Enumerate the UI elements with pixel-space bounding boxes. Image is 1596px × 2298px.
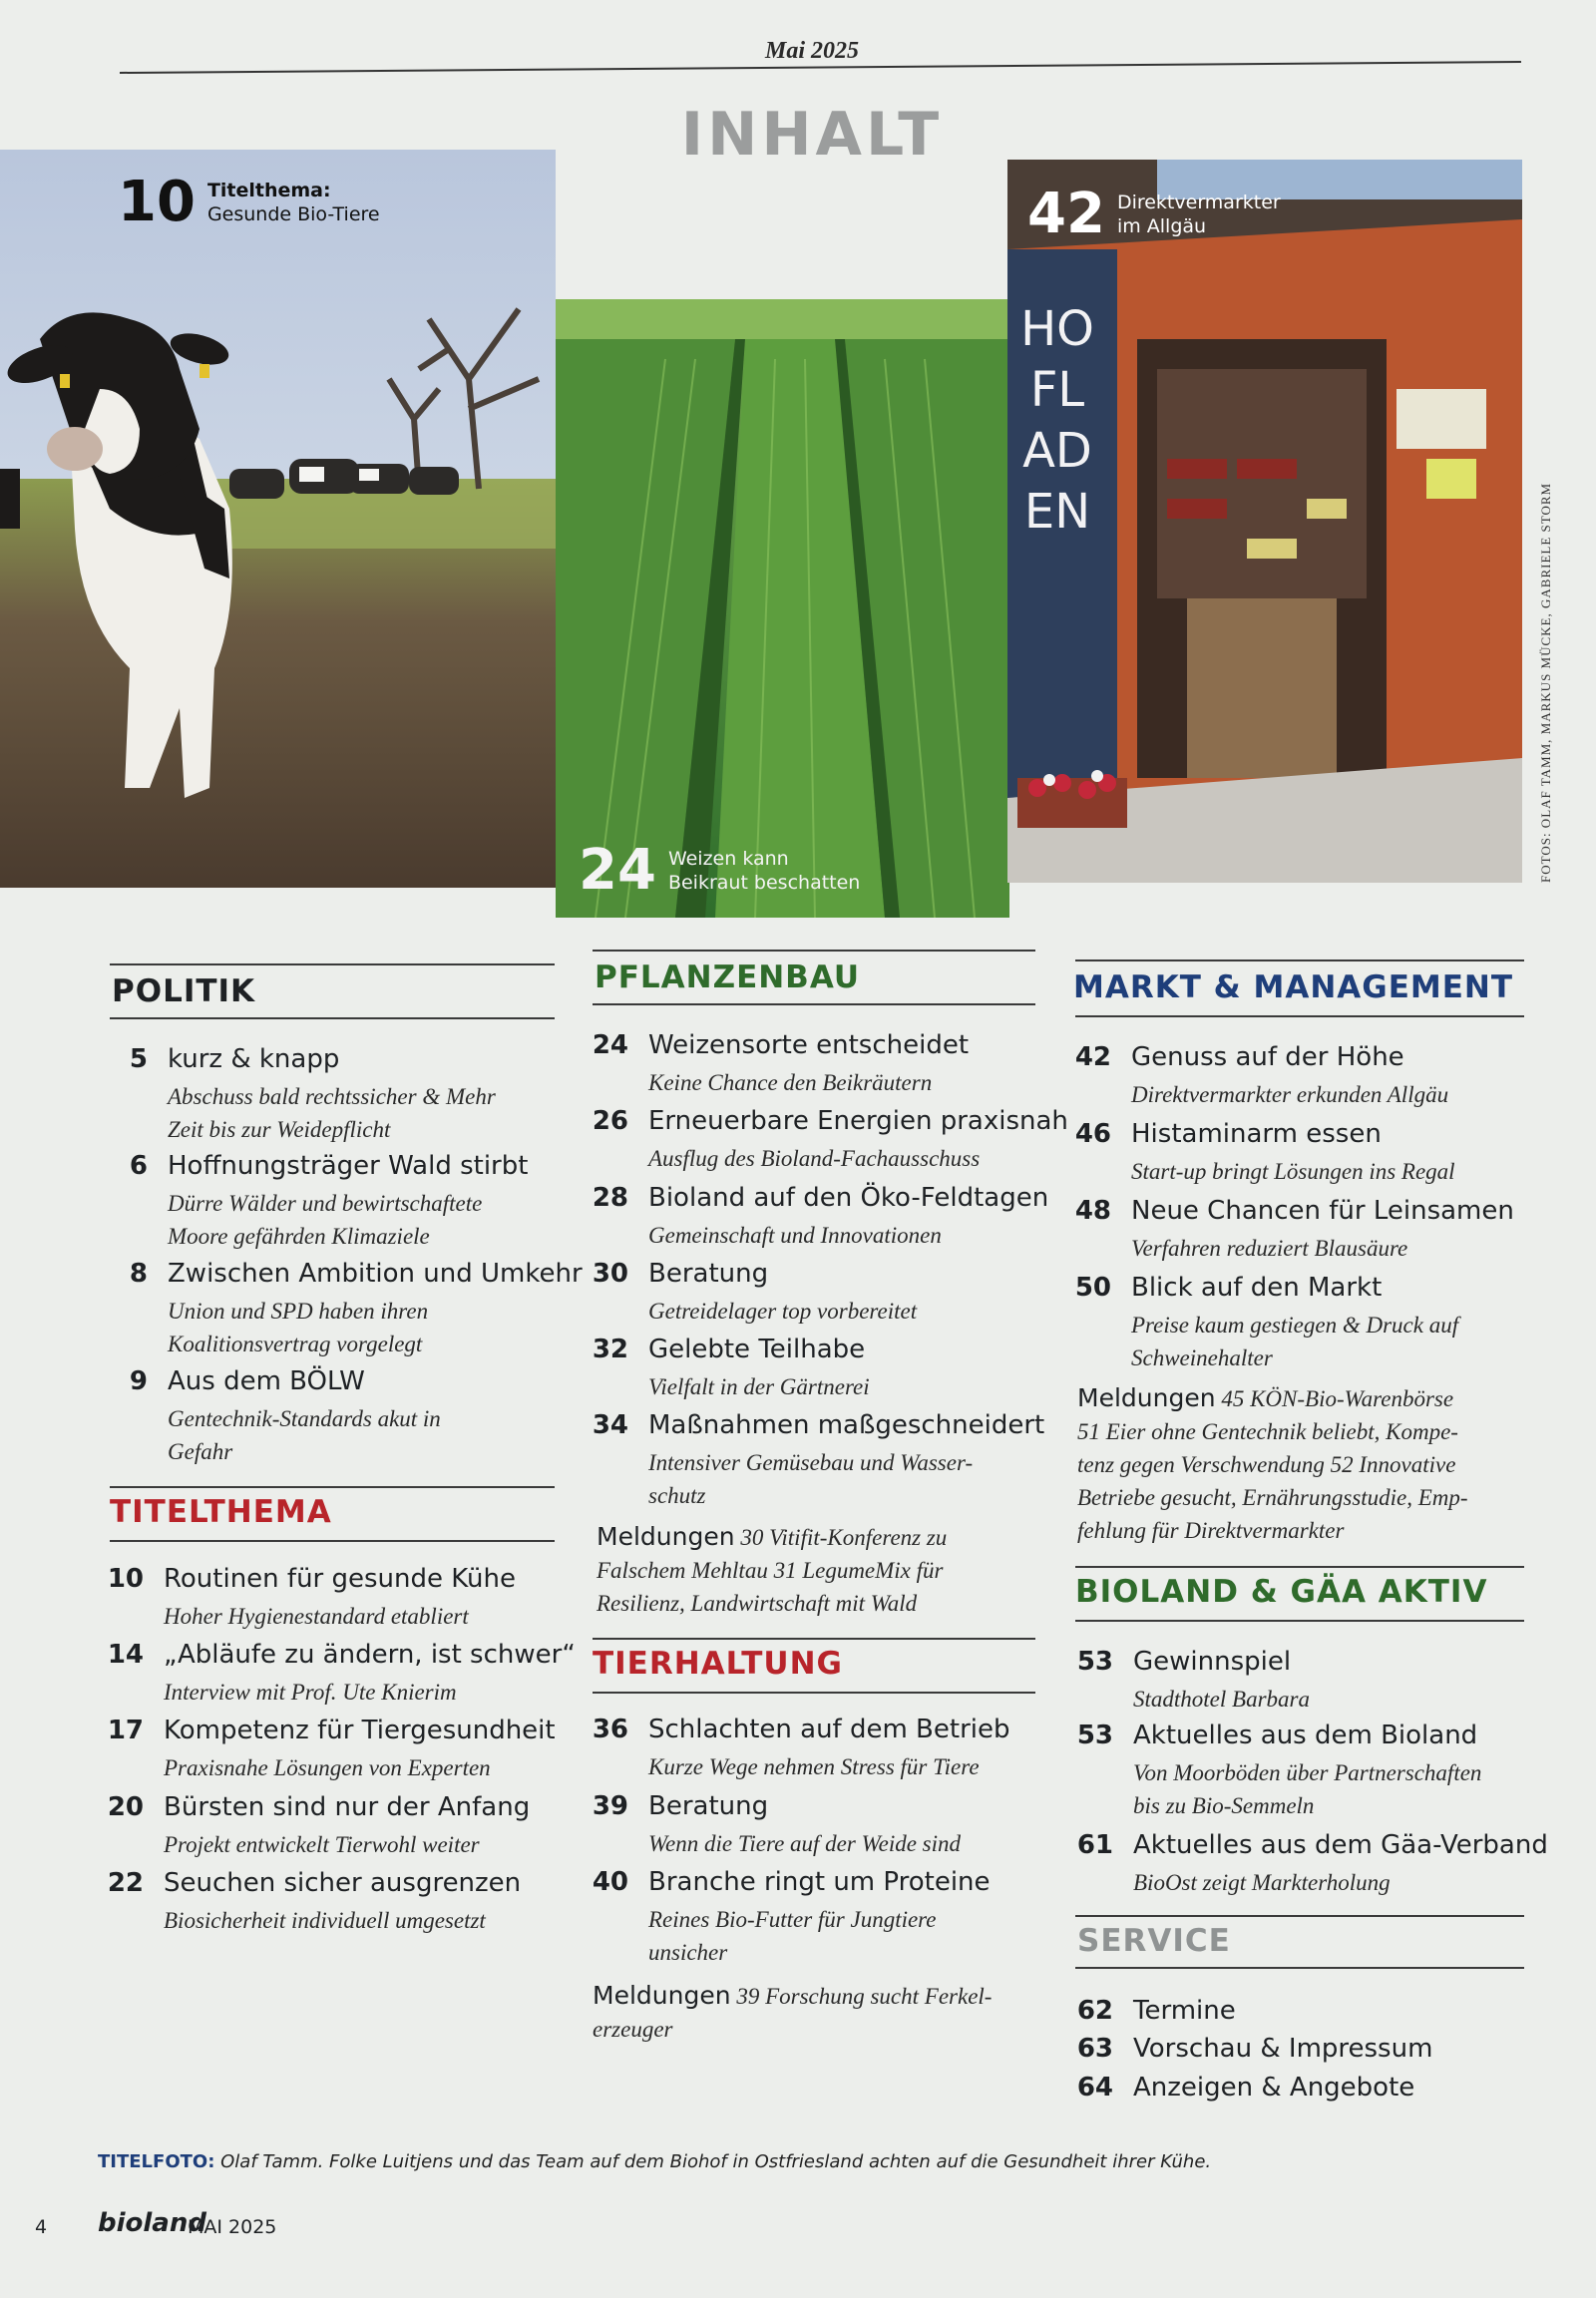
photo-credit: FOTOS: OLAF TAMM, MARKUS MÜCKE, GABRIELE STORM xyxy=(1538,482,1553,883)
toc-title: Blick auf den Markt xyxy=(1131,1273,1383,1303)
toc-subtitle: Reines Bio-Futter für Jungtiere unsicher xyxy=(648,1907,937,1965)
meldungen-line: Betriebe gesucht, Ernährungsstudie, Emp- xyxy=(1077,1485,1468,1510)
caption-cows xyxy=(118,170,380,234)
bioland-rule-top xyxy=(1075,1566,1524,1568)
markt-rule-top xyxy=(1075,959,1524,961)
toc-title: Beratung xyxy=(648,1791,769,1821)
toc-page: 5 xyxy=(129,1044,148,1074)
toc-title: Neue Chancen für Leinsamen xyxy=(1131,1196,1514,1226)
toc-title: Kompetenz für Tiergesundheit xyxy=(164,1716,556,1745)
toc-title: Histaminarm essen xyxy=(1131,1119,1382,1149)
meldungen-line: tenz gegen Verschwendung 52 Innovative xyxy=(1077,1452,1456,1477)
politik-rule-bottom xyxy=(110,1017,555,1019)
toc-title: Anzeigen & Angebote xyxy=(1133,2073,1415,2103)
page-number: 4 xyxy=(35,2216,48,2238)
toc-page: 64 xyxy=(1076,2073,1113,2103)
toc-page: 24 xyxy=(592,1030,628,1060)
caption-shop xyxy=(1027,182,1281,246)
toc-page: 32 xyxy=(592,1335,628,1364)
tierhaltung-rule-top xyxy=(593,1638,1035,1640)
caption-cows-text xyxy=(207,179,380,226)
toc-subtitle: Vielfalt in der Gärtnerei xyxy=(648,1374,870,1399)
wheat-illustration xyxy=(556,299,1009,918)
toc-page: 22 xyxy=(107,1868,144,1898)
toc-subtitle: Start-up bringt Lösungen ins Regal xyxy=(1131,1159,1455,1184)
toc-subtitle: Biosicherheit individuell umgesetzt xyxy=(164,1908,486,1933)
toc-subtitle: Stadthotel Barbara xyxy=(1133,1687,1310,1712)
markt-rule-bottom xyxy=(1075,1015,1524,1017)
toc-page: 46 xyxy=(1074,1119,1111,1149)
toc-title: Gelebte Teilhabe xyxy=(648,1335,866,1364)
cover-photo-credit xyxy=(98,2151,1211,2172)
toc-title: Seuchen sicher ausgrenzen xyxy=(164,1868,522,1898)
cover-credit-text: Olaf Tamm. Folke Luitjens und das Team auf dem Biohof in Ostfriesland achten auf die Gesundheit ihrer Kühe. xyxy=(220,2151,1212,2172)
toc-title: Aktuelles aus dem Gäa-Verband xyxy=(1133,1830,1548,1860)
section-politik: POLITIK xyxy=(112,973,256,1009)
bioland-rule-bottom xyxy=(1075,1620,1524,1622)
meldungen-line: fehlung für Direktvermarkter xyxy=(1077,1518,1345,1543)
meldungen-markt[interactable] xyxy=(1077,1381,1526,1547)
toc-subtitle: Gemeinschaft und Innovationen xyxy=(648,1223,942,1248)
caption-wheat-text xyxy=(668,847,860,895)
titelthema-rule-top xyxy=(110,1486,555,1488)
toc-title: Aus dem BÖLW xyxy=(168,1366,365,1396)
page-title: INHALT xyxy=(680,100,944,170)
toc-title: Bürsten sind nur der Anfang xyxy=(164,1792,531,1822)
caption-wheat-line2: Beikraut beschatten xyxy=(667,871,861,894)
toc-title: kurz & knapp xyxy=(168,1044,340,1074)
toc-title: Maßnahmen maßgeschneidert xyxy=(648,1410,1045,1440)
toc-subtitle: Preise kaum gestiegen & Druck auf Schweinehalter xyxy=(1131,1313,1459,1370)
toc-page: 62 xyxy=(1076,1996,1113,2026)
meldungen-label: Meldungen xyxy=(593,1981,731,2010)
toc-title: Branche ringt um Proteine xyxy=(648,1867,991,1897)
caption-shop-text xyxy=(1117,191,1281,238)
meldungen-line: Resilienz, Landwirtschaft mit Wald xyxy=(597,1591,918,1616)
toc-subtitle: Gentechnik-Standards akut in Gefahr xyxy=(168,1406,441,1464)
section-bioland-gaea: BIOLAND & GÄA AKTIV xyxy=(1075,1574,1488,1610)
meldungen-line: 39 Forschung sucht Ferkel- xyxy=(736,1984,993,2009)
toc-title: Vorschau & Impressum xyxy=(1133,2034,1433,2064)
caption-shop-number: 42 xyxy=(1027,182,1105,246)
service-rule-bottom xyxy=(1075,1967,1524,1969)
toc-title: Aktuelles aus dem Bioland xyxy=(1133,1721,1478,1750)
toc-title: Weizensorte entscheidet xyxy=(648,1030,970,1060)
toc-page: 61 xyxy=(1076,1830,1113,1860)
toc-subtitle: Union und SPD haben ihren Koalitionsvertrag vorgelegt xyxy=(168,1299,429,1356)
toc-page: 34 xyxy=(592,1410,628,1440)
cover-credit-label: TITELFOTO: xyxy=(98,2151,215,2172)
toc-page: 40 xyxy=(592,1867,628,1897)
tierhaltung-rule-bottom xyxy=(593,1692,1035,1694)
toc-subtitle: Verfahren reduziert Blausäure xyxy=(1131,1236,1408,1261)
meldungen-line: 45 KÖN-Bio-Warenbörse xyxy=(1221,1386,1454,1411)
toc-title: „Abläufe zu ändern, ist schwer“ xyxy=(164,1640,576,1670)
toc-page: 39 xyxy=(592,1791,628,1821)
toc-subtitle: Ausflug des Bioland-Fachausschuss xyxy=(648,1146,981,1171)
toc-page: 36 xyxy=(592,1715,628,1744)
toc-page: 20 xyxy=(107,1792,144,1822)
toc-page: 17 xyxy=(107,1716,144,1745)
meldungen-pflanzenbau[interactable] xyxy=(597,1520,1035,1620)
meldungen-tierhaltung[interactable] xyxy=(593,1979,1031,2046)
toc-page: 28 xyxy=(592,1183,628,1213)
toc-title: Erneuerbare Energien praxisnah xyxy=(648,1106,1068,1136)
toc-title: Zwischen Ambition und Umkehr xyxy=(168,1259,583,1289)
toc-subtitle: Getreidelager top vorbereitet xyxy=(648,1299,918,1324)
toc-title: Termine xyxy=(1133,1996,1236,2026)
toc-page: 6 xyxy=(129,1151,148,1181)
toc-page: 26 xyxy=(592,1106,628,1136)
toc-page: 42 xyxy=(1074,1042,1111,1072)
toc-subtitle: Kurze Wege nehmen Stress für Tiere xyxy=(648,1754,980,1779)
section-tierhaltung: TIERHALTUNG xyxy=(593,1646,843,1682)
section-service: SERVICE xyxy=(1077,1923,1231,1959)
toc-subtitle: Hoher Hygienestandard etabliert xyxy=(164,1604,469,1629)
toc-subtitle: Projekt entwickelt Tierwohl weiter xyxy=(164,1832,480,1857)
toc-title: Genuss auf der Höhe xyxy=(1131,1042,1404,1072)
meldungen-label: Meldungen xyxy=(597,1522,735,1551)
service-rule-top xyxy=(1075,1915,1524,1917)
politik-rule-top xyxy=(110,963,555,965)
meldungen-line: 30 Vitifit-Konferenz zu xyxy=(740,1525,948,1550)
caption-wheat-line1: Weizen kann xyxy=(667,847,789,870)
toc-title: Schlachten auf dem Betrieb xyxy=(648,1715,1010,1744)
caption-cows-sub: Gesunde Bio-Tiere xyxy=(206,202,380,225)
toc-page: 53 xyxy=(1076,1647,1113,1677)
cows-illustration xyxy=(0,150,556,888)
toc-page: 63 xyxy=(1076,2034,1113,2064)
pflanzenbau-rule-bottom xyxy=(593,1003,1035,1005)
photo-wheat-field[interactable] xyxy=(556,299,1009,918)
toc-page: 14 xyxy=(107,1640,144,1670)
toc-subtitle: Keine Chance den Beikräutern xyxy=(648,1070,933,1095)
caption-cows-label: Titelthema: xyxy=(206,179,331,201)
meldungen-line: Falschem Mehltau 31 LegumeMix für xyxy=(597,1558,944,1583)
toc-page: 53 xyxy=(1076,1721,1113,1750)
toc-subtitle: Intensiver Gemüsebau und Wasser- schutz xyxy=(648,1450,974,1508)
caption-cows-number: 10 xyxy=(118,170,196,234)
caption-shop-line1: Direktvermarkter xyxy=(1116,191,1281,213)
toc-page: 50 xyxy=(1074,1273,1111,1303)
section-titelthema: TITELTHEMA xyxy=(110,1494,332,1530)
toc-subtitle: Direktvermarkter erkunden Allgäu xyxy=(1131,1082,1449,1107)
shop-sign: HOFLADEN xyxy=(1020,301,1094,540)
toc-page: 9 xyxy=(129,1366,148,1396)
toc-subtitle: Praxisnahe Lösungen von Experten xyxy=(164,1755,491,1780)
meldungen-label: Meldungen xyxy=(1077,1383,1216,1412)
toc-page: 10 xyxy=(107,1564,144,1594)
toc-subtitle: Interview mit Prof. Ute Knierim xyxy=(164,1680,457,1705)
section-pflanzenbau: PFLANZENBAU xyxy=(595,959,861,995)
titelthema-rule-bottom xyxy=(110,1540,555,1542)
cover-photo-cows[interactable] xyxy=(0,150,556,888)
toc-page: 8 xyxy=(129,1259,148,1289)
toc-subtitle: Wenn die Tiere auf der Weide sind xyxy=(648,1831,962,1856)
toc-title: Gewinnspiel xyxy=(1133,1647,1292,1677)
toc-title: Routinen für gesunde Kühe xyxy=(164,1564,516,1594)
caption-wheat xyxy=(579,838,860,903)
toc-title: Hoffnungsträger Wald stirbt xyxy=(168,1151,529,1181)
section-markt-management: MARKT & MANAGEMENT xyxy=(1073,969,1514,1005)
magazine-logo: bioland xyxy=(98,2208,206,2238)
toc-page: 30 xyxy=(592,1259,628,1289)
pflanzenbau-rule-top xyxy=(593,950,1035,952)
toc-subtitle: Abschuss bald rechtssicher & Mehr Zeit bis zur Weidepflicht xyxy=(168,1084,496,1142)
caption-shop-line2: im Allgäu xyxy=(1116,214,1207,237)
toc-page: 48 xyxy=(1074,1196,1111,1226)
meldungen-line: 51 Eier ohne Gentechnik beliebt, Kompe- xyxy=(1077,1419,1458,1444)
issue-date: Mai 2025 xyxy=(764,38,859,64)
toc-title: Beratung xyxy=(648,1259,769,1289)
toc-title: Bioland auf den Öko-Feldtagen xyxy=(648,1183,1049,1213)
footer-issue-date: MAI 2025 xyxy=(188,2216,277,2238)
caption-wheat-number: 24 xyxy=(579,838,656,903)
meldungen-line: erzeuger xyxy=(593,2017,673,2042)
toc-subtitle: BioOst zeigt Markterholung xyxy=(1133,1870,1391,1895)
toc-subtitle: Von Moorböden über Partnerschaften bis zu Bio-Semmeln xyxy=(1133,1760,1482,1818)
toc-subtitle: Dürre Wälder und bewirtschaftete Moore gefährden Klimaziele xyxy=(168,1191,483,1249)
